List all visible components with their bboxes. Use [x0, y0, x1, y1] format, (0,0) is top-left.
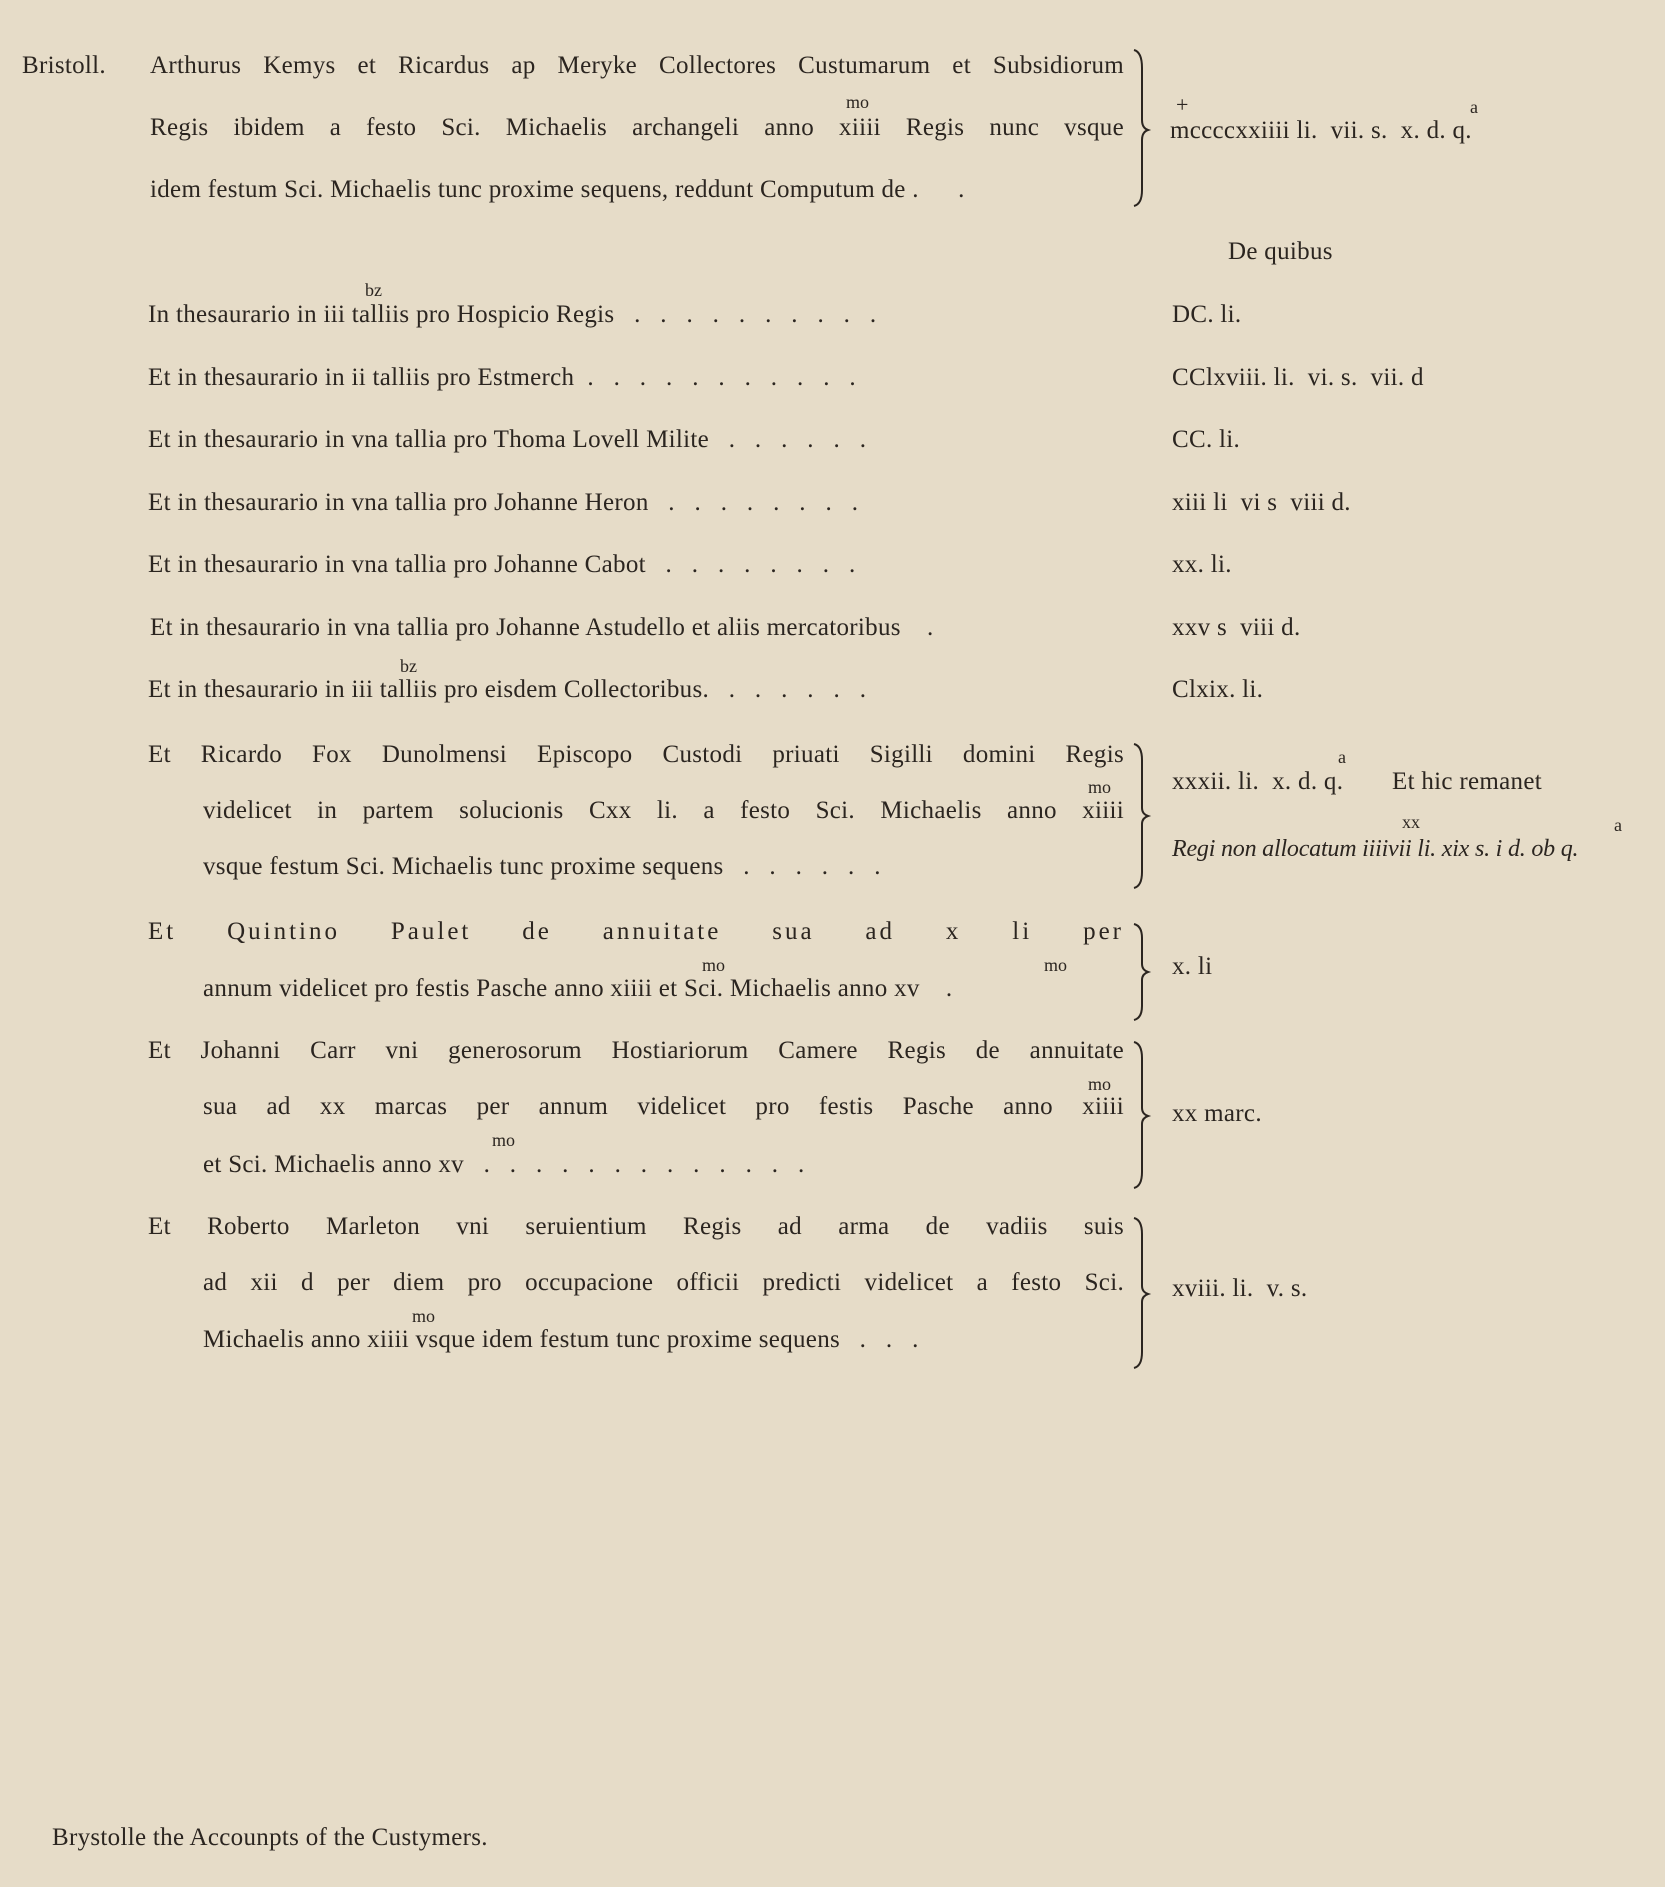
entry-6-text: Et in thesaurario in vna tallia pro Johanne Astudello et aliis mercatoribus .: [150, 614, 934, 641]
fox-sup-xx: xx: [1402, 812, 1420, 832]
paulet-line-2: annum videlicet pro festis Pasche anno xiiii et Sci. Michaelis anno xv .: [203, 975, 953, 1002]
fox-sup-mo: mo: [1088, 777, 1112, 797]
entry-4-amount: xiii li vi s viii d.: [1172, 489, 1351, 516]
header-cross: +: [1176, 92, 1189, 117]
entry-7-amount: Clxix. li.: [1172, 676, 1264, 703]
paulet-brace: [1130, 922, 1154, 1022]
paulet-sup-mo-1: mo: [702, 955, 726, 975]
fox-brace: [1130, 742, 1154, 890]
de-quibus: De quibus: [1228, 238, 1333, 265]
fox-line-1: Et Ricardo Fox Dunolmensi Episcopo Custodi priuati Sigilli domini Regis: [148, 741, 1124, 768]
entry-2-amount: CClxviii. li. vi. s. vii. d: [1172, 364, 1424, 391]
entry-1-amount: DC. li.: [1172, 301, 1242, 328]
header-line-2: Regis ibidem a festo Sci. Michaelis archangeli anno xiiii Regis nunc vsque: [150, 114, 1124, 141]
fox-remanet: Et hic remanet: [1392, 768, 1542, 795]
entry-1-sup: bz: [365, 280, 382, 300]
carr-sup-mo-2: mo: [492, 1130, 516, 1150]
place-name: Bristoll.: [22, 52, 106, 79]
paulet-amount: x. li: [1172, 953, 1213, 980]
fox-sup-a: a: [1338, 747, 1346, 767]
marleton-amount: xviii. li. v. s.: [1172, 1275, 1308, 1302]
entry-7-sup: bz: [400, 656, 417, 676]
entry-5-text: Et in thesaurario in vna tallia pro Johanne Cabot . . . . . . . .: [148, 551, 856, 578]
entry-7-text: Et in thesaurario in iii talliis pro eisdem Collectoribus. . . . . . .: [148, 676, 867, 703]
header-total: mccccxxiiii li. vii. s. x. d. q.: [1170, 117, 1472, 144]
paulet-line-1: Et Quintino Paulet de annuitate sua ad x li per: [148, 918, 1124, 945]
fox-line-3: vsque festum Sci. Michaelis tunc proxime sequens . . . . . .: [203, 853, 881, 880]
fox-amount: xxxii. li. x. d. q.: [1172, 768, 1344, 795]
carr-brace: [1130, 1040, 1154, 1190]
marleton-brace: [1130, 1216, 1154, 1370]
carr-line-2: sua ad xx marcas per annum videlicet pro festis Pasche anno xiiii: [203, 1093, 1124, 1120]
carr-line-3: et Sci. Michaelis anno xv . . . . . . . . . . . . .: [203, 1151, 805, 1178]
carr-sup-mo-1: mo: [1088, 1074, 1112, 1094]
fox-note: Regi non allocatum iiiivii li. xix s. i d. ob q.: [1172, 836, 1579, 862]
entry-5-amount: xx. li.: [1172, 551, 1232, 578]
entry-6-amount: xxv s viii d.: [1172, 614, 1301, 641]
fox-sup-a2: a: [1614, 815, 1622, 835]
marleton-line-3: Michaelis anno xiiii vsque idem festum tunc proxime sequens . . .: [203, 1326, 919, 1353]
entry-3-text: Et in thesaurario in vna tallia pro Thoma Lovell Milite . . . . . .: [148, 426, 867, 453]
paulet-sup-mo-2: mo: [1044, 955, 1068, 975]
marleton-line-1: Et Roberto Marleton vni seruientium Regis ad arma de vadiis suis: [148, 1213, 1124, 1240]
entry-3-amount: CC. li.: [1172, 426, 1241, 453]
fox-line-2: videlicet in partem solucionis Cxx li. a festo Sci. Michaelis anno xiiii: [203, 797, 1124, 824]
header-brace: [1130, 48, 1154, 208]
carr-line-1: Et Johanni Carr vni generosorum Hostiariorum Camere Regis de annuitate: [148, 1037, 1124, 1064]
entry-2-text: Et in thesaurario in ii talliis pro Estmerch . . . . . . . . . . .: [148, 364, 856, 391]
header-sup-a: a: [1470, 97, 1478, 117]
entry-4-text: Et in thesaurario in vna tallia pro Johanne Heron . . . . . . . .: [148, 489, 859, 516]
header-sup-mo: mo: [846, 92, 870, 112]
entry-1-text: In thesaurario in iii talliis pro Hospicio Regis . . . . . . . . . .: [148, 301, 877, 328]
footer-caption: Brystolle the Accounpts of the Custymers.: [52, 1824, 488, 1851]
header-line-3: idem festum Sci. Michaelis tunc proxime sequens, reddunt Computum de . .: [150, 176, 965, 203]
marleton-sup-mo: mo: [412, 1306, 436, 1326]
marleton-line-2: ad xii d per diem pro occupacione officii predicti videlicet a festo Sci.: [203, 1269, 1124, 1296]
carr-amount: xx marc.: [1172, 1100, 1262, 1127]
header-line-1: Arthurus Kemys et Ricardus ap Meryke Collectores Custumarum et Subsidiorum: [150, 52, 1124, 79]
